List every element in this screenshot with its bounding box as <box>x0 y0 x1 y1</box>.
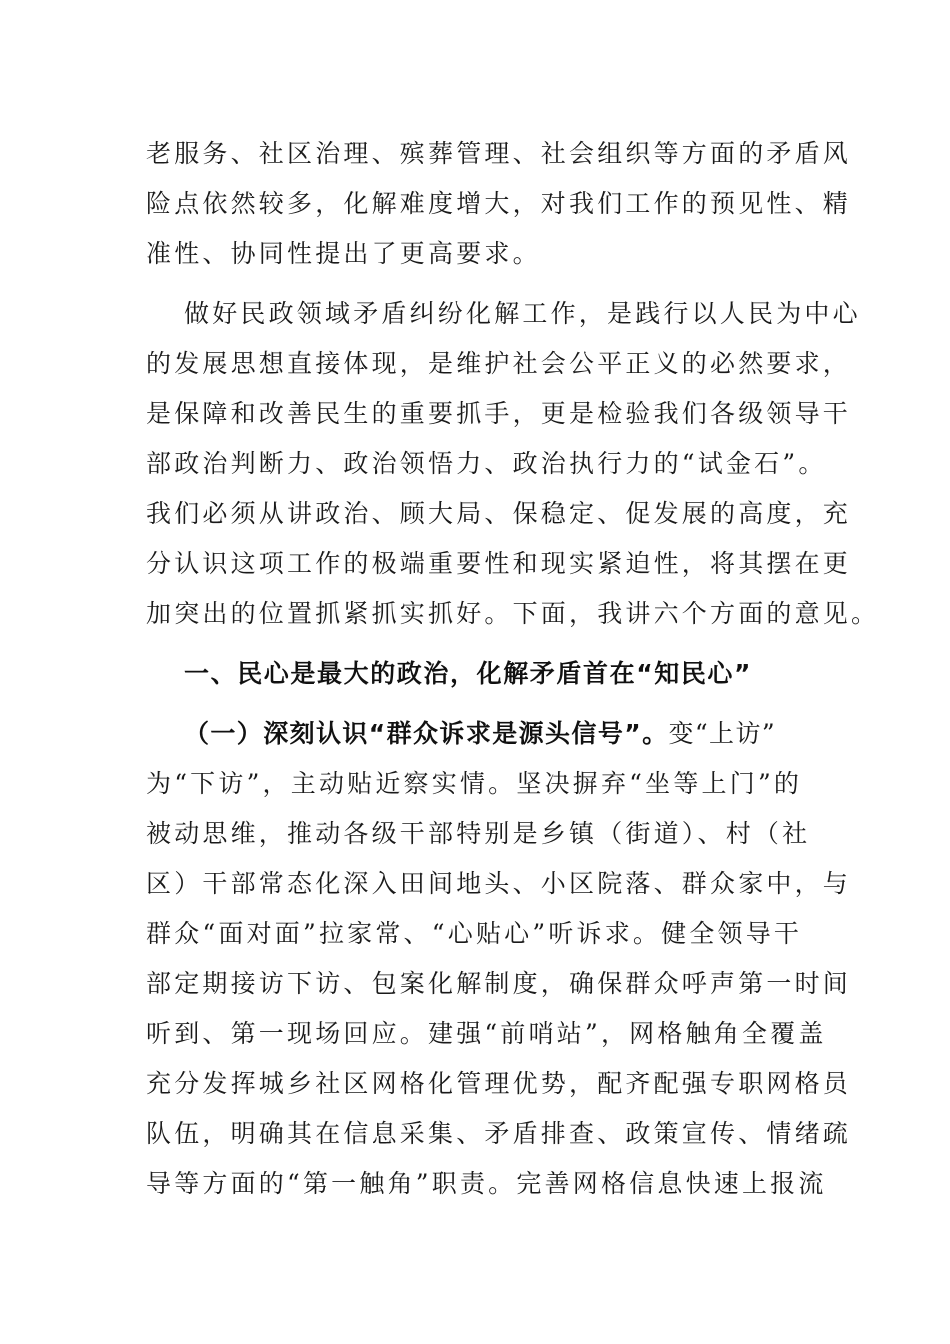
paragraph-line: 区）干部常态化深入田间地头、小区院落、群众家中，与 <box>146 869 852 898</box>
section-heading: 一、民心是最大的政治，化解矛盾首在“知民心” <box>184 659 753 688</box>
paragraph-line: 为“下访”，主动贴近察实情。坚决摒弃“坐等上门”的 <box>146 769 803 798</box>
paragraph-line: 的发展思想直接体现，是维护社会公平正义的必然要求， <box>146 349 852 378</box>
paragraph-line: 准性、协同性提出了更高要求。 <box>146 239 541 268</box>
subsection-first-line <box>184 708 806 760</box>
paragraph-line: 队伍，明确其在信息采集、矛盾排查、政策宣传、情绪疏 <box>146 1119 852 1148</box>
paragraph-line: 险点依然较多，化解难度增大，对我们工作的预见性、精 <box>146 189 852 218</box>
paragraph-line: 加突出的位置抓紧抓实抓好。下面，我讲六个方面的意见。 <box>146 599 880 628</box>
paragraph-line: 做好民政领域矛盾纠纷化解工作，是践行以人民为中心 <box>184 299 861 328</box>
subsection-title: （一）深刻认识“群众诉求是源头信号”。 <box>184 719 669 748</box>
subsection-first-line-rest: 变“上访” <box>668 719 777 748</box>
paragraph-line: 我们必须从讲政治、顾大局、保稳定、促发展的高度，充 <box>146 499 852 528</box>
paragraph-line: 群众“面对面”拉家常、“心贴心”听诉求。健全领导干 <box>146 919 803 948</box>
paragraph-line: 部定期接访下访、包案化解制度，确保群众呼声第一时间 <box>146 969 852 998</box>
paragraph-line: 老服务、社区治理、殡葬管理、社会组织等方面的矛盾风 <box>146 139 852 168</box>
paragraph-line: 被动思维，推动各级干部特别是乡镇（街道）、村（社 <box>146 819 811 848</box>
paragraph-line: 导等方面的“第一触角”职责。完善网格信息快速上报流 <box>146 1169 827 1198</box>
paragraph-line: 部政治判断力、政治领悟力、政治执行力的“试金石”。 <box>146 449 827 478</box>
paragraph-line: 分认识这项工作的极端重要性和现实紧迫性，将其摆在更 <box>146 549 852 578</box>
paragraph-line: 听到、第一现场回应。建强“前哨站”，网格触角全覆盖 <box>146 1019 827 1048</box>
paragraph-line: 充分发挥城乡社区网格化管理优势，配齐配强专职网格员 <box>146 1069 852 1098</box>
paragraph-line: 是保障和改善民生的重要抓手，更是检验我们各级领导干 <box>146 399 852 428</box>
